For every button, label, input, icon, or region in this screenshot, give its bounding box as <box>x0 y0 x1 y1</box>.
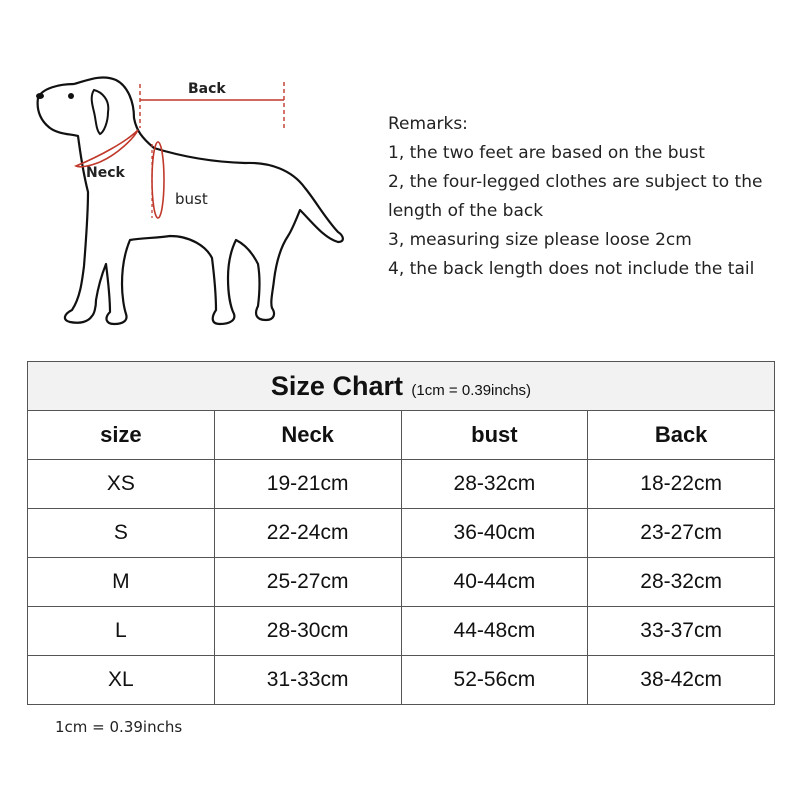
back-cell: 23-27cm <box>588 509 775 558</box>
dog-eye <box>68 93 74 99</box>
neck-cell: 22-24cm <box>214 509 401 558</box>
size-cell: M <box>28 558 215 607</box>
remarks-block <box>388 110 788 284</box>
remark-line: length of the back <box>388 201 544 221</box>
neck-cell: 31-33cm <box>214 656 401 705</box>
size-cell: L <box>28 607 215 656</box>
neck-measure-loop <box>76 130 138 167</box>
bust-cell: 36-40cm <box>401 509 588 558</box>
back-cell: 28-32cm <box>588 558 775 607</box>
size-cell: XL <box>28 656 215 705</box>
remark-line: 4, the back length does not include the tail <box>388 259 755 279</box>
table-row <box>28 607 775 656</box>
neck-cell: 25-27cm <box>214 558 401 607</box>
back-cell: 38-42cm <box>588 656 775 705</box>
header-size: size <box>28 411 215 460</box>
back-cell: 18-22cm <box>588 460 775 509</box>
table-row <box>28 558 775 607</box>
footnote: 1cm = 0.39inchs <box>55 718 183 736</box>
size-cell: XS <box>28 460 215 509</box>
size-chart-table <box>27 361 775 705</box>
neck-cell: 19-21cm <box>214 460 401 509</box>
table-title: Size Chart <box>270 370 403 401</box>
bust-cell: 52-56cm <box>401 656 588 705</box>
dog-nose <box>36 93 44 99</box>
table-title-cell <box>28 362 775 411</box>
remark-line: 3, measuring size please loose 2cm <box>388 230 692 250</box>
table-subtitle: (1cm = 0.39inchs) <box>411 381 532 399</box>
remarks-title: Remarks: <box>388 114 468 134</box>
dog-outline-icon <box>30 70 350 345</box>
bust-cell: 44-48cm <box>401 607 588 656</box>
table-header-row <box>28 411 775 460</box>
remark-line: 1, the two feet are based on the bust <box>388 143 705 163</box>
header-neck: Neck <box>214 411 401 460</box>
table-row <box>28 460 775 509</box>
bust-cell: 28-32cm <box>401 460 588 509</box>
bust-measure-loop <box>152 142 164 218</box>
remark-line: 2, the four-legged clothes are subject to the <box>388 172 763 192</box>
table-row <box>28 509 775 558</box>
table-row <box>28 656 775 705</box>
size-cell: S <box>28 509 215 558</box>
neck-label: Neck <box>86 165 125 181</box>
header-bust: bust <box>401 411 588 460</box>
neck-cell: 28-30cm <box>214 607 401 656</box>
bust-label: bust <box>175 190 208 208</box>
bust-cell: 40-44cm <box>401 558 588 607</box>
table-title-row <box>28 362 775 411</box>
header-back: Back <box>588 411 775 460</box>
dog-ear <box>92 90 109 134</box>
back-cell: 33-37cm <box>588 607 775 656</box>
back-label: Back <box>188 81 226 97</box>
